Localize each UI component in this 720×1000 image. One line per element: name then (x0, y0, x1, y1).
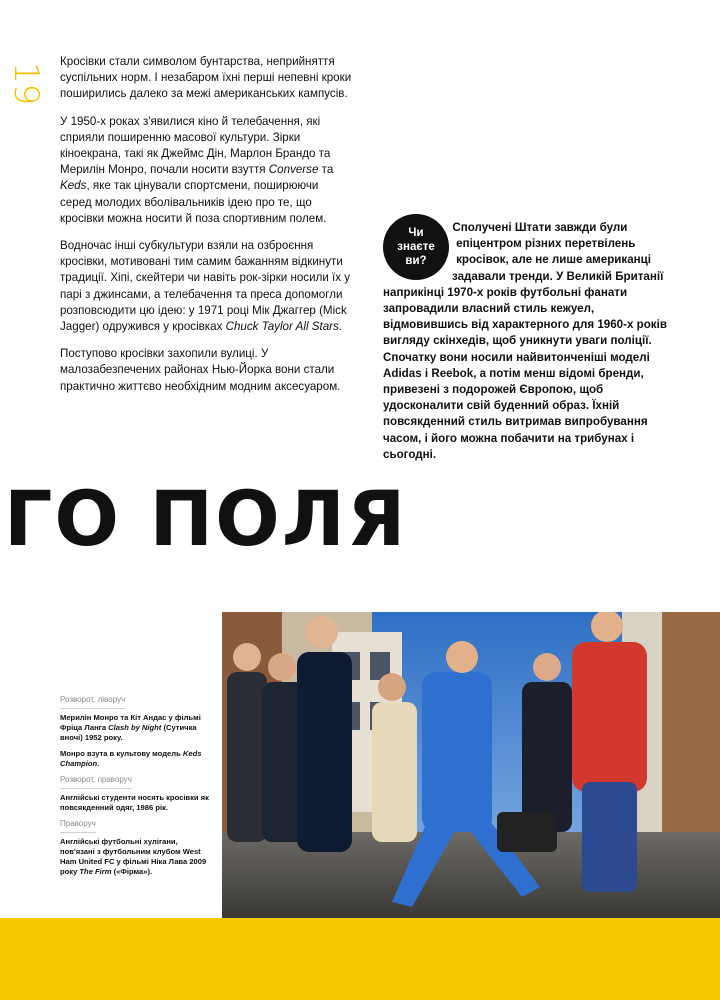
paragraph-1: Кросівки стали символом бунтарства, неприйняття суспільних норм. І незабаром їхні перші непевні кроки поширились далеко за межі американських кампусів. (60, 55, 352, 101)
right-column (383, 220, 681, 463)
badge-line-1: Чи (408, 227, 424, 239)
caption-text: Мерилін Монро та Кіт Андас у фільмі Фріца Ланга Clash by Night (Сутичка вночі) 1952 року. (60, 713, 201, 742)
paragraph-4: Поступово кросівки захопили вулиці. У малозабезпечених районах Нью-Йорка вони стали практично життєво необхідним модним аксесуаром. (60, 347, 341, 393)
badge-line-3: ви? (405, 255, 427, 267)
paragraph-3: Водночас інші субкультури взяли на озброєння кросівки, мотивовані тим самим бажанням відкинути традиції. Хіпі, скейтери чи навіть рок-зірки носили їх у парі з джинсами, а телебачення та преса допомогли розповсюдити цю ідею: у 1971 році Мік Джаггер (Mick Jagger) одружився у кросівках Chuck Taylor All Stars. (60, 239, 351, 334)
headline: ГО ПОЛЯ (4, 474, 408, 563)
caption-text: Монро взута в культову модель Keds Champion. (60, 749, 202, 768)
did-you-know-badge (383, 214, 449, 280)
yellow-footer-band (0, 918, 720, 1000)
captions (60, 695, 210, 883)
left-column (60, 54, 352, 406)
sidebar-text: Сполучені Штати завжди були епіцентром різних перетвілень кросівок, але не лише американці задавали тренди. У Великій Британії наприкінці 1970-х років футбольні фанати запровадили власний стиль кежуел, відмовившись від характерного для 1960-х років вигляду скінхедів, щоб уникнути уваги поліції. Спочатку вони носили найвитонченіші моделі Adidas і Reebok, а потім менш відомі бренди, привезені з подорожей Європою, щоб удосконалити свій буденний образ. Їхній повсякденний стиль витримав випробування часом, і його можна побачити на трибунах і сьогодні. (383, 221, 667, 461)
paragraph-2: У 1950-х роках з'явилися кіно й телебачення, які сприяли поширенню масової культури. Зірки кіноекрана, такі як Джеймс Дін, Марлон Брандо та Мерилін Монро, почали носити взуття Converse та Keds, яке так цінували спортсмени, поширюючи серед молодих вболівальників ідею про те, що кросівки можна носити й поза спортивним полем. (60, 114, 334, 225)
caption-heading-spread-right: Розворот, праворуч (60, 775, 132, 789)
badge-line-2: знаєте (397, 241, 435, 253)
page-number: 19 (6, 62, 46, 106)
caption-text: Англійські футбольні хулігани, пов'язані з футбольним клубом West Ham United FC у фільмі Ніка Лава 2009 року The Firm («Фірма»). (60, 837, 207, 876)
caption-text: Англійські студенти носять кросівки як повсякденний одяг, 1986 рік. (60, 793, 209, 812)
football-fans-photo (222, 612, 720, 918)
caption-heading-right: Праворуч (60, 819, 96, 833)
caption-heading-spread-left: Розворот, ліворуч (60, 695, 125, 709)
